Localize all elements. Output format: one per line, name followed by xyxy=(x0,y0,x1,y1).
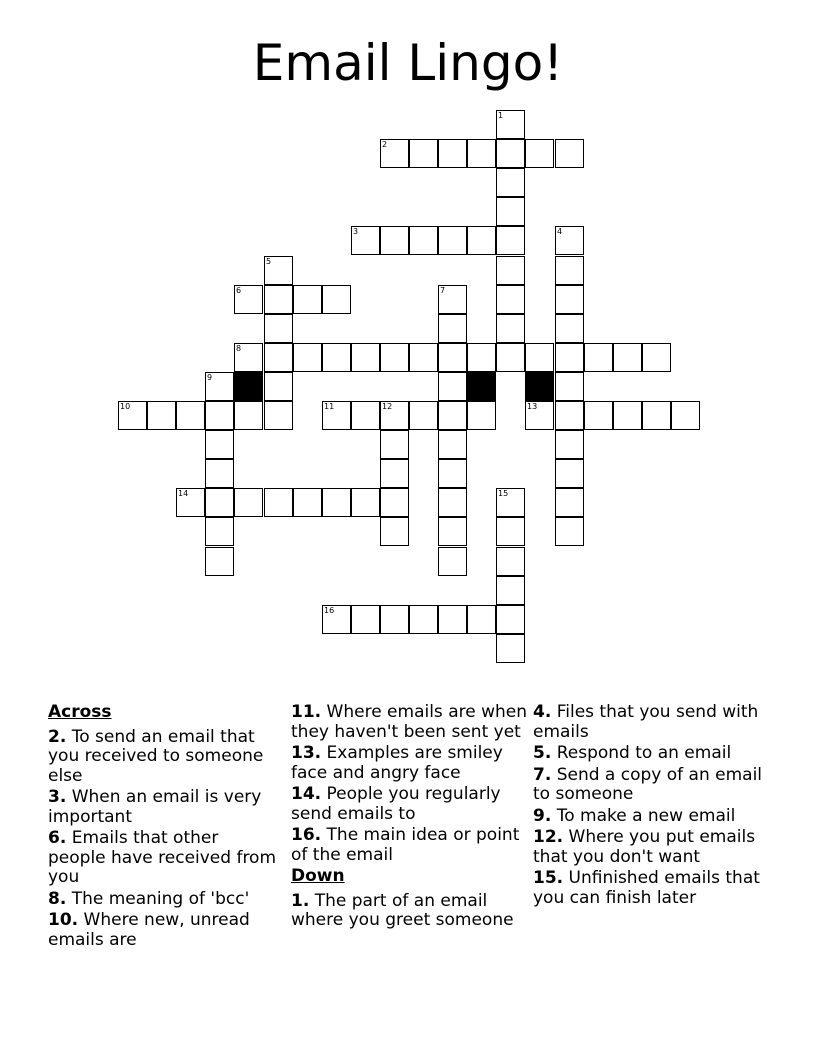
across-heading: Across xyxy=(48,702,112,722)
clue-number: 5. xyxy=(533,743,552,763)
clue-down-15[interactable] xyxy=(533,869,773,908)
grid-cell[interactable] xyxy=(438,488,467,517)
grid-cell[interactable] xyxy=(380,226,409,255)
numbered-cell-1[interactable] xyxy=(496,110,525,139)
grid-cell[interactable] xyxy=(496,314,525,343)
grid-cell[interactable] xyxy=(264,372,293,401)
numbered-cell-8[interactable] xyxy=(234,343,263,372)
clue-number: 9. xyxy=(533,805,552,826)
grid-cell[interactable] xyxy=(293,343,322,372)
clue-down-12[interactable] xyxy=(533,828,773,867)
numbered-cell-13[interactable] xyxy=(525,401,554,430)
grid-cell[interactable] xyxy=(234,488,263,517)
numbered-cell-5[interactable] xyxy=(264,256,293,285)
grid-cell[interactable] xyxy=(642,343,671,372)
clue-number: 16. xyxy=(291,825,322,845)
grid-cell[interactable] xyxy=(555,517,584,546)
grid-cell[interactable] xyxy=(496,547,525,576)
grid-cell[interactable] xyxy=(205,547,234,576)
grid-cell[interactable] xyxy=(264,488,293,517)
grid-cell[interactable] xyxy=(496,285,525,314)
cell-number: 4 xyxy=(557,227,563,236)
numbered-cell-7[interactable] xyxy=(438,285,467,314)
grid-cell[interactable] xyxy=(351,488,380,517)
grid-cell[interactable] xyxy=(351,343,380,372)
cell-number: 14 xyxy=(178,489,189,498)
grid-cell[interactable] xyxy=(613,401,642,430)
cell-number: 12 xyxy=(382,402,393,411)
grid-cell[interactable] xyxy=(409,343,438,372)
grid-cell[interactable] xyxy=(525,139,554,168)
cell-number: 9 xyxy=(207,373,213,382)
clue-across-2[interactable] xyxy=(48,728,280,787)
grid-cell[interactable] xyxy=(380,517,409,546)
blocked-cell xyxy=(467,372,496,401)
clue-down-4[interactable] xyxy=(533,703,773,742)
clue-across-11[interactable] xyxy=(291,703,527,742)
clue-across-8[interactable] xyxy=(48,890,280,910)
clue-number: 6. xyxy=(48,828,67,848)
grid-cell[interactable] xyxy=(555,459,584,488)
grid-cell[interactable] xyxy=(555,314,584,343)
clue-down-7[interactable] xyxy=(533,766,773,805)
grid-cell[interactable] xyxy=(438,401,467,430)
clue-down-9[interactable] xyxy=(533,807,773,827)
clue-text: The meaning of 'bcc' xyxy=(71,888,250,909)
cell-number: 3 xyxy=(353,227,359,236)
clue-text: People you regularly send emails to xyxy=(291,784,501,824)
clue-text: When an email is very important xyxy=(48,787,262,827)
cell-number: 16 xyxy=(324,606,335,615)
clue-across-10[interactable] xyxy=(48,911,280,950)
grid-cell[interactable] xyxy=(496,605,525,634)
clue-text: To send an email that you received to someone else xyxy=(48,726,264,786)
grid-cell[interactable] xyxy=(467,139,496,168)
clue-text: To make a new email xyxy=(556,805,736,826)
grid-cell[interactable] xyxy=(525,343,554,372)
clue-text: Unfinished emails that you can finish later xyxy=(533,868,760,908)
blocked-cell xyxy=(234,372,263,401)
grid-cell[interactable] xyxy=(438,605,467,634)
grid-cell[interactable] xyxy=(555,285,584,314)
grid-cell[interactable] xyxy=(293,488,322,517)
clue-number: 4. xyxy=(533,702,552,722)
grid-cell[interactable] xyxy=(380,343,409,372)
numbered-cell-3[interactable] xyxy=(351,226,380,255)
clue-number: 3. xyxy=(48,787,67,807)
grid-cell[interactable] xyxy=(293,285,322,314)
numbered-cell-16[interactable] xyxy=(322,605,351,634)
grid-cell[interactable] xyxy=(467,226,496,255)
numbered-cell-4[interactable] xyxy=(555,226,584,255)
grid-cell[interactable] xyxy=(438,139,467,168)
clue-text: Where emails are when they haven't been sent yet xyxy=(291,702,528,742)
grid-cell[interactable] xyxy=(322,285,351,314)
grid-cell[interactable] xyxy=(205,401,234,430)
clue-number: 7. xyxy=(533,764,552,785)
grid-cell[interactable] xyxy=(496,634,525,663)
down-heading: Down xyxy=(291,866,345,886)
clue-across-16[interactable] xyxy=(291,826,527,865)
grid-cell[interactable] xyxy=(642,401,671,430)
grid-cell[interactable] xyxy=(264,285,293,314)
clue-text: Respond to an email xyxy=(556,743,732,763)
grid-cell[interactable] xyxy=(438,343,467,372)
grid-cell[interactable] xyxy=(438,547,467,576)
clue-number: 13. xyxy=(291,743,322,763)
numbered-cell-14[interactable] xyxy=(176,488,205,517)
grid-cell[interactable] xyxy=(555,139,584,168)
clue-column-2 xyxy=(291,703,527,933)
cell-number: 8 xyxy=(236,344,242,353)
grid-cell[interactable] xyxy=(496,343,525,372)
grid-cell[interactable] xyxy=(555,430,584,459)
clue-text: Send a copy of an email to someone xyxy=(533,764,763,804)
grid-cell[interactable] xyxy=(409,605,438,634)
grid-cell[interactable] xyxy=(380,430,409,459)
grid-cell[interactable] xyxy=(467,343,496,372)
clue-text: The part of an email where you greet someone xyxy=(291,890,514,930)
grid-cell[interactable] xyxy=(496,139,525,168)
grid-cell[interactable] xyxy=(438,372,467,401)
grid-cell[interactable] xyxy=(467,401,496,430)
grid-cell[interactable] xyxy=(351,401,380,430)
clue-across-6[interactable] xyxy=(48,829,280,888)
grid-cell[interactable] xyxy=(496,168,525,197)
grid-cell[interactable] xyxy=(496,256,525,285)
clue-number: 8. xyxy=(48,888,67,909)
grid-cell[interactable] xyxy=(322,488,351,517)
grid-cell[interactable] xyxy=(584,343,613,372)
grid-cell[interactable] xyxy=(438,430,467,459)
grid-cell[interactable] xyxy=(147,401,176,430)
cell-number: 2 xyxy=(382,140,388,149)
cell-number: 7 xyxy=(440,286,446,295)
clue-number: 14. xyxy=(291,784,322,804)
grid-cell[interactable] xyxy=(555,343,584,372)
clue-across-3[interactable] xyxy=(48,788,280,827)
cell-number: 11 xyxy=(324,402,335,411)
cell-number: 5 xyxy=(266,257,272,266)
grid-cell[interactable] xyxy=(264,343,293,372)
numbered-cell-9[interactable] xyxy=(205,372,234,401)
numbered-cell-15[interactable] xyxy=(496,488,525,517)
clue-column-3 xyxy=(533,703,773,910)
grid-cell[interactable] xyxy=(205,459,234,488)
clue-number: 15. xyxy=(533,868,564,888)
grid-cell[interactable] xyxy=(380,459,409,488)
grid-cell[interactable] xyxy=(467,605,496,634)
numbered-cell-2[interactable] xyxy=(380,139,409,168)
clue-number: 12. xyxy=(533,827,564,847)
clue-text: Examples are smiley face and angry face xyxy=(291,743,503,783)
grid-cell[interactable] xyxy=(234,401,263,430)
grid-cell[interactable] xyxy=(438,226,467,255)
grid-cell[interactable] xyxy=(496,576,525,605)
clue-text: The main idea or point of the email xyxy=(291,825,520,865)
grid-cell[interactable] xyxy=(613,343,642,372)
grid-cell[interactable] xyxy=(380,488,409,517)
grid-cell[interactable] xyxy=(555,401,584,430)
grid-cell[interactable] xyxy=(555,256,584,285)
grid-cell[interactable] xyxy=(555,488,584,517)
clue-text: Where you put emails that you don't want xyxy=(533,827,756,867)
numbered-cell-11[interactable] xyxy=(322,401,351,430)
clue-number: 11. xyxy=(291,702,322,722)
grid-cell[interactable] xyxy=(496,226,525,255)
grid-cell[interactable] xyxy=(438,314,467,343)
grid-cell[interactable] xyxy=(409,226,438,255)
grid-cell[interactable] xyxy=(264,401,293,430)
grid-cell[interactable] xyxy=(380,605,409,634)
clue-across-14[interactable] xyxy=(291,785,527,824)
grid-cell[interactable] xyxy=(205,517,234,546)
cell-number: 15 xyxy=(498,489,509,498)
blocked-cell xyxy=(525,372,554,401)
grid-cell[interactable] xyxy=(176,401,205,430)
numbered-cell-6[interactable] xyxy=(234,285,263,314)
grid-cell[interactable] xyxy=(438,517,467,546)
puzzle-title: Email Lingo! xyxy=(252,34,564,92)
grid-cell[interactable] xyxy=(438,459,467,488)
clue-down-5[interactable] xyxy=(533,744,773,764)
grid-cell[interactable] xyxy=(409,401,438,430)
grid-cell[interactable] xyxy=(205,488,234,517)
clue-text: Emails that other people have received from you xyxy=(48,828,277,887)
cell-number: 13 xyxy=(527,402,538,411)
grid-cell[interactable] xyxy=(205,430,234,459)
grid-cell[interactable] xyxy=(555,372,584,401)
clue-number: 10. xyxy=(48,910,79,930)
grid-cell[interactable] xyxy=(351,605,380,634)
grid-cell[interactable] xyxy=(496,517,525,546)
cell-number: 6 xyxy=(236,286,242,295)
cell-number: 1 xyxy=(498,111,504,120)
grid-cell[interactable] xyxy=(264,314,293,343)
numbered-cell-12[interactable] xyxy=(380,401,409,430)
clue-column-1 xyxy=(48,703,280,952)
grid-cell[interactable] xyxy=(671,401,700,430)
clue-text: Where new, unread emails are xyxy=(48,910,250,950)
clue-across-13[interactable] xyxy=(291,744,527,783)
cell-number: 10 xyxy=(120,402,131,411)
clue-number: 2. xyxy=(48,726,67,747)
grid-cell[interactable] xyxy=(584,401,613,430)
grid-cell[interactable] xyxy=(409,139,438,168)
grid-cell[interactable] xyxy=(496,197,525,226)
clue-number: 1. xyxy=(291,890,310,911)
grid-cell[interactable] xyxy=(322,343,351,372)
numbered-cell-10[interactable] xyxy=(118,401,147,430)
clue-text: Files that you send with emails xyxy=(533,702,759,742)
clue-down-1[interactable] xyxy=(291,892,527,931)
